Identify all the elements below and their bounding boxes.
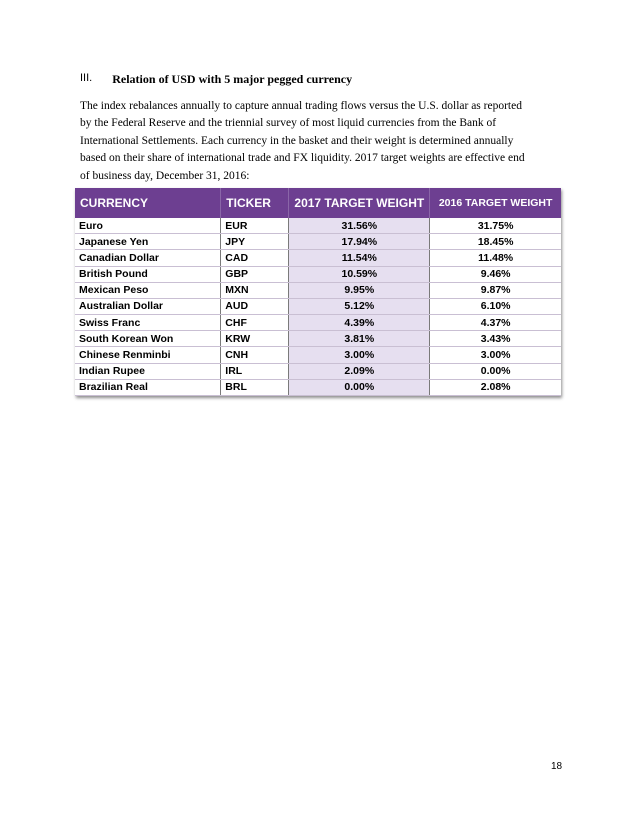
paragraph-line: by the Federal Reserve and the triennial survey of most liquid currencies from the Bank of (80, 117, 497, 130)
cell-ticker: GBP (221, 266, 289, 282)
cell-ticker: EUR (221, 218, 289, 234)
table-body (75, 218, 561, 396)
section-heading (80, 72, 352, 87)
paragraph-line: The index rebalances annually to capture annual trading flows versus the U.S. dollar as reported (80, 100, 522, 112)
paragraph-line: International Settlements. Each currency in the basket and their weight is determined annually (80, 134, 514, 147)
cell-ticker: BRL (221, 379, 289, 395)
cell-currency: Indian Rupee (75, 363, 221, 379)
table-row (75, 379, 561, 395)
cell-2017-weight: 17.94% (289, 234, 430, 250)
section-number: III. (80, 72, 93, 84)
cell-2017-weight: 5.12% (289, 298, 430, 314)
cell-2016-weight: 6.10% (430, 298, 561, 314)
cell-2016-weight: 31.75% (430, 218, 561, 234)
cell-currency: British Pound (75, 266, 221, 282)
table-row (75, 347, 561, 363)
header-ticker: TICKER (221, 188, 289, 218)
table-row (75, 315, 561, 331)
cell-ticker: CNH (221, 347, 289, 363)
cell-2016-weight: 0.00% (430, 363, 561, 379)
cell-currency: Japanese Yen (75, 234, 221, 250)
cell-currency: Chinese Renminbi (75, 347, 221, 363)
cell-2017-weight: 31.56% (289, 218, 430, 234)
cell-2016-weight: 9.46% (430, 266, 561, 282)
cell-2017-weight: 3.81% (289, 331, 430, 347)
paragraph-line: based on their share of international trade and FX liquidity. 2017 target weights are effective end (80, 152, 525, 165)
table-row (75, 363, 561, 379)
currency-weights-table (75, 188, 561, 396)
header-2017-weight: 2017 TARGET WEIGHT (289, 188, 430, 218)
cell-2017-weight: 3.00% (289, 347, 430, 363)
table-row (75, 266, 561, 282)
body-paragraph (80, 98, 566, 185)
table-row (75, 234, 561, 250)
page-number: 18 (551, 761, 563, 772)
cell-2016-weight: 4.37% (430, 315, 561, 331)
cell-currency: Mexican Peso (75, 282, 221, 298)
cell-2016-weight: 18.45% (430, 234, 561, 250)
cell-2017-weight: 4.39% (289, 315, 430, 331)
cell-2016-weight: 3.00% (430, 347, 561, 363)
cell-currency: South Korean Won (75, 331, 221, 347)
cell-ticker: CAD (221, 250, 289, 266)
cell-currency: Euro (75, 218, 221, 234)
paragraph-line: of business day, December 31, 2016: (80, 169, 250, 182)
cell-ticker: CHF (221, 315, 289, 331)
table-header-row (75, 188, 561, 218)
cell-2017-weight: 9.95% (289, 282, 430, 298)
cell-2017-weight: 11.54% (289, 250, 430, 266)
cell-2017-weight: 10.59% (289, 266, 430, 282)
cell-ticker: MXN (221, 282, 289, 298)
cell-2016-weight: 9.87% (430, 282, 561, 298)
cell-ticker: KRW (221, 331, 289, 347)
table-row (75, 331, 561, 347)
currency-weights-table-image (75, 188, 561, 396)
cell-2017-weight: 0.00% (289, 379, 430, 395)
table-row (75, 298, 561, 314)
cell-2016-weight: 11.48% (430, 250, 561, 266)
header-2016-weight: 2016 TARGET WEIGHT (430, 188, 561, 218)
cell-ticker: IRL (221, 363, 289, 379)
cell-currency: Canadian Dollar (75, 250, 221, 266)
table-row (75, 218, 561, 234)
cell-2016-weight: 3.43% (430, 331, 561, 347)
section-title: Relation of USD with 5 major pegged currency (112, 72, 353, 86)
cell-2016-weight: 2.08% (430, 379, 561, 395)
table-row (75, 282, 561, 298)
cell-2017-weight: 2.09% (289, 363, 430, 379)
cell-currency: Brazilian Real (75, 379, 221, 395)
header-currency: CURRENCY (75, 188, 221, 218)
cell-ticker: AUD (221, 298, 289, 314)
cell-currency: Swiss Franc (75, 315, 221, 331)
cell-currency: Australian Dollar (75, 298, 221, 314)
cell-ticker: JPY (221, 234, 289, 250)
table-row (75, 250, 561, 266)
